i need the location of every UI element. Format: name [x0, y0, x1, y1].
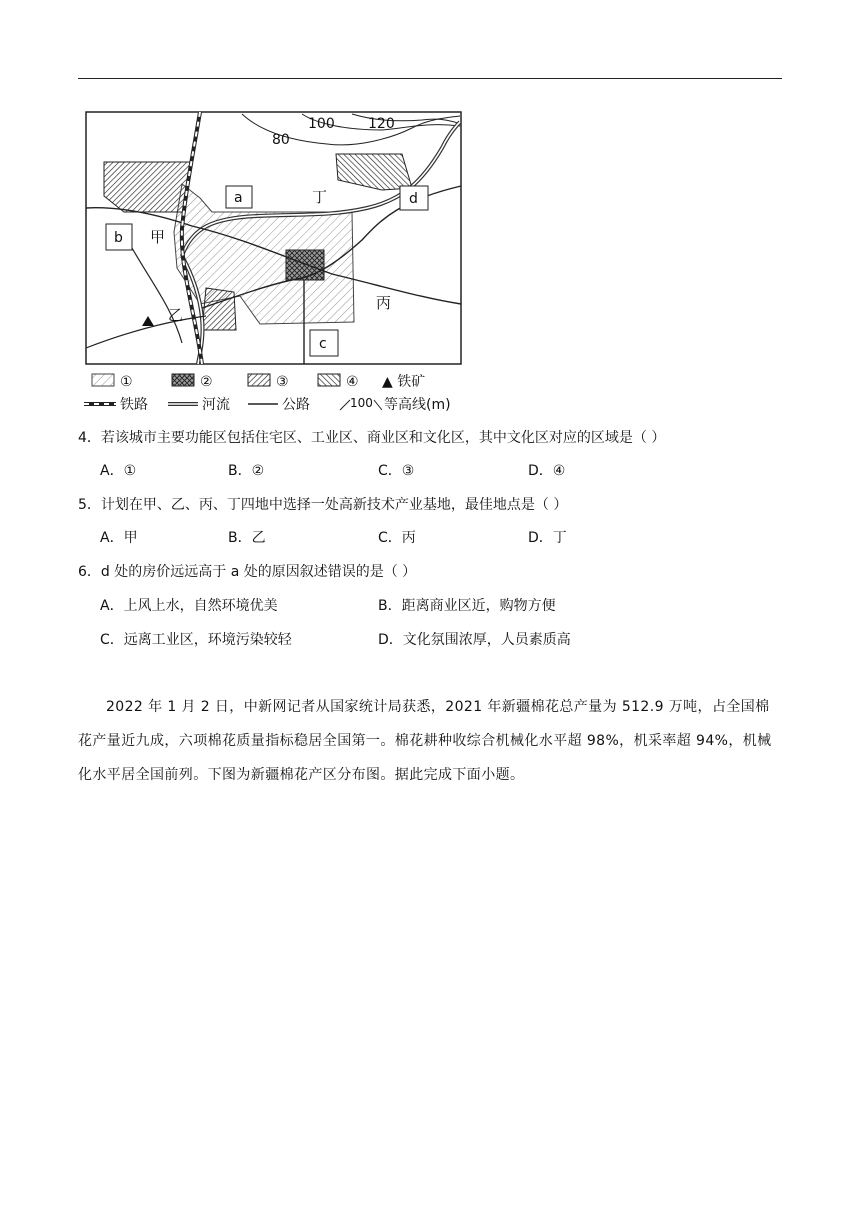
contour-label-100: 100 [308, 116, 335, 132]
question-5-option-b[interactable]: B．乙 [228, 530, 266, 546]
contour-label-120: 120 [368, 116, 395, 132]
question-6-option-c[interactable]: C．远离工业区，环境污染较轻 [100, 632, 292, 648]
legend-river: 河流 [202, 397, 230, 413]
question-5-stem: 5．计划在甲、乙、丙、丁四地中选择一处高新技术产业基地，最佳地点是（ ） [78, 497, 568, 513]
question-5-option-a[interactable]: A．甲 [100, 530, 138, 546]
place-yi: 乙 [168, 306, 184, 324]
zone-3-area-west [104, 162, 190, 212]
question-5-option-c[interactable]: C．丙 [378, 530, 416, 546]
question-4-option-b[interactable]: B．② [228, 463, 265, 479]
place-jia: 甲 [150, 228, 166, 246]
legend-railway: 铁路 [120, 397, 148, 413]
question-4-option-c[interactable]: C．③ [378, 463, 415, 479]
question-4-option-d[interactable]: D．④ [528, 463, 566, 479]
legend-iron-mine: ▲ 铁矿 [382, 374, 426, 390]
place-bing: 丙 [376, 294, 392, 312]
question-6-option-a[interactable]: A．上风上水，自然环境优美 [100, 598, 278, 614]
legend-3: ③ [276, 374, 289, 390]
material-paragraph: 2022 年 1 月 2 日，中新网记者从国家统计局获悉，2021 年新疆棉花总产量为 512.9 万吨，占全国棉花产量近九成，六项棉花质量指标稳居全国第一。棉花耕种收综合机械化水平超 98%，机采率超 94%，机械化水平居全国前列。下图为新疆棉花产区分布图。据此完成下面小题。 [78, 699, 772, 783]
zone-3-area-south [202, 288, 236, 330]
box-label-b: b [114, 230, 123, 246]
legend-4: ④ [346, 374, 359, 390]
box-label-c: c [319, 336, 327, 352]
header-rule [78, 78, 782, 79]
legend-2: ② [200, 374, 213, 390]
question-4-option-a[interactable]: A．① [100, 463, 137, 479]
legend-road: 公路 [282, 397, 310, 413]
question-4-stem: 4．若该城市主要功能区包括住宅区、工业区、商业区和文化区，其中文化区对应的区域是（ ） [78, 430, 666, 446]
box-label-d: d [409, 191, 418, 207]
question-6-stem: 6．d 处的房价远远高于 a 处的原因叙述错误的是（ ） [78, 564, 417, 580]
legend-1: ① [120, 374, 133, 390]
zone-2-area [286, 250, 324, 280]
contour-label-80: 80 [272, 132, 290, 148]
question-5-option-d[interactable]: D．丁 [528, 530, 567, 546]
legend-contour-value: 100 [350, 396, 373, 410]
legend-contour: 等高线(m) [384, 397, 451, 413]
place-ding: 丁 [312, 188, 328, 206]
city-function-map [82, 108, 472, 418]
question-6-option-b[interactable]: B．距离商业区近，购物方便 [378, 598, 556, 614]
box-label-a: a [234, 190, 243, 206]
question-6-option-d[interactable]: D．文化氛围浓厚，人员素质高 [378, 632, 571, 648]
